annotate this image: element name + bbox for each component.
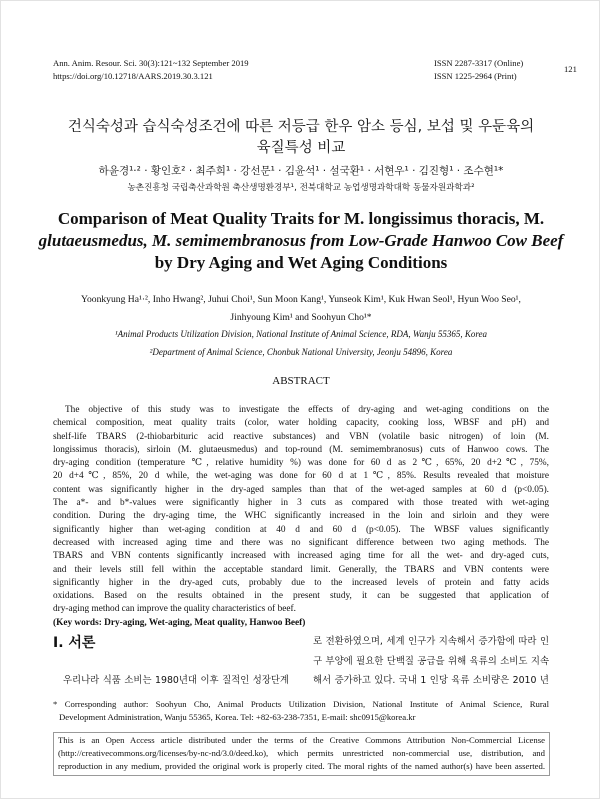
intro-line: 해서 증가하고 있다. 국내 1 인당 육류 소비량은 2010 년 (313, 675, 549, 686)
intro-line: 구 부양에 필요한 단백질 공급을 위해 육류의 소비도 지속 (313, 655, 549, 667)
issn-online: ISSN 2287-3317 (Online) (434, 58, 524, 68)
abstract-line: longissimus thoracis), sirloin (M. glutaeusmedus) and top-round (M. semimembranosus) cuts of Hanwoo cows. The (53, 444, 549, 455)
page-number: 121 (564, 64, 577, 74)
abstract-line: significantly higher in the dry-aged cuts, probably due to the increased levels of protein and fatty acids (53, 577, 549, 588)
english-affiliations (1, 326, 600, 361)
abstract-line: The objective of this study was to investigate the effects of dry-aging and wet-aging conditions on the (65, 405, 549, 415)
footnote-line: Development Administration, Wanju 55365, Korea. Tel: +82-63-238-7351, E-mail: shc0915@korea.kr (59, 712, 416, 722)
abstract-line: oxidations. Based on the results obtained in the present study, it can be suggested that application of (53, 591, 549, 602)
abstract-line: significantly higher than wet-aging condition at 40 d and 60 d (p<0.05). The WBSF values significantly (53, 524, 549, 535)
author-line: Yoonkyung Ha¹·², Inho Hwang², Juhui Choi¹, Sun Moon Kang¹, Yunseok Kim¹, Kuk Hwan Seol¹, Hyun Woo Seo¹, (81, 294, 521, 305)
abstract-heading: ABSTRACT (272, 375, 330, 387)
english-title-line: Comparison of Meat Quality Traits for M. longissimus thoracis, M. (57, 209, 545, 228)
english-title-line: glutaeusmedus, M. semimembranosus from Low-Grade Hanwoo Cow Beef (38, 231, 564, 250)
license-line: reproduction in any medium, provided the original work is properly cited. The moral rights of the named author(s) have been asserted. (58, 761, 545, 772)
english-title (1, 208, 600, 274)
intro-line: 로 전환하였으며, 세계 인구가 지속해서 증가함에 따라 인 (313, 636, 549, 647)
abstract-line: 20 d+4℃, 85%, 20 d while, the wet-aging was done for 60 d at 1℃, 85%. Results revealed that moisture (53, 471, 549, 482)
english-authors (1, 291, 600, 326)
korean-title (1, 117, 600, 159)
abstract-line: dry-aging method can improve the quality characteristics of beef. (53, 604, 296, 615)
license-box (53, 732, 550, 776)
issn-print: ISSN 1225-2964 (Print) (434, 71, 517, 81)
license-line: This is an Open Access article distributed under the terms of the Creative Commons Attribution Non-Commercial License (58, 735, 545, 745)
abstract-body (53, 404, 549, 630)
corresponding-author-footnote (53, 698, 549, 724)
abstract-line: decreased with increased aging time and there was no significant difference between two aging methods. The (53, 537, 549, 548)
affiliation-line: ¹Animal Products Utilization Division, National Institute of Animal Science, RDA, Wanju 55365, Korea (114, 329, 487, 339)
abstract-line: dry-aging condition (temperature ℃, relative humidity %) was done for 60 d as 2℃, 65%, 20 d+2℃, 75%, (53, 458, 549, 469)
abstract-line: shelf-life TBARS (2-thiobarbituric acid reactive substances) and VBN (volatile basic nitrogen) of loin (M. (53, 431, 549, 442)
intro-right-column (313, 632, 549, 691)
abstract-line: and their levels still fell within the acceptable standard limit. Generally, the TBARS and VBN contents were (53, 564, 549, 575)
abstract-line: The a*- and b*-values were significantly higher in 3 cuts as compared with those treated with wet-aging (53, 498, 549, 509)
license-line: (http://creativecommons.org/licenses/by-nc-nd/3.0/deed.ko), which permits unrestricted non-commercial use, distribution, and (58, 748, 545, 759)
journal-reference: Ann. Anim. Resour. Sci. 30(3):121~132 September 2019 (53, 58, 249, 68)
section-heading-introduction: Ⅰ. 서론 (53, 635, 96, 651)
issn-block (434, 57, 523, 83)
abstract-line: TBARS and VBN contents significantly increased with increased aging time for all the wet- and dry-aged cuts, (53, 551, 549, 562)
keywords: (Key words: Dry-aging, Wet-aging, Meat quality, Hanwoo Beef) (53, 617, 306, 628)
journal-citation (53, 57, 249, 83)
english-title-line: by Dry Aging and Wet Aging Conditions (154, 253, 448, 272)
intro-line: 우리나라 식품 소비는 1980년대 이후 질적인 성장단계 (63, 675, 289, 686)
affiliation-line: ²Department of Animal Science, Chonbuk National University, Jeonju 54896, Korea (149, 346, 453, 357)
abstract-line: chemical composition, meat quality traits (color, water holding capacity, cooking loss, WBSF and pH) and (53, 418, 549, 429)
abstract-line: condition. During the dry-aging time, the WHC significantly increased in the loin and sirloin and they were (53, 511, 549, 522)
korean-authors: 하윤경¹·² · 황인호² · 최주희¹ · 강선문¹ · 김윤석¹ · 설국환¹ · 서현우¹ · 김진형¹ · 조수현¹* (98, 165, 504, 177)
korean-affiliation: 농촌진흥청 국립축산과학원 축산생명환경부¹, 전북대학교 농업생명과학대학 동물자원과학과² (127, 183, 475, 193)
author-line: Jinhyoung Kim¹ and Soohyun Cho¹* (230, 311, 372, 323)
korean-title-line: 건식숙성과 습식숙성조건에 따른 저등급 한우 암소 등심, 보섭 및 우둔육의 (67, 119, 535, 135)
korean-title-line: 육질특성 비교 (256, 140, 346, 156)
doi-link[interactable]: https://doi.org/10.12718/AARS.2019.30.3.121 (53, 71, 213, 81)
abstract-line: content was significantly higher in the dry-aged samples than that of the wet-aged samples at 60 d (p<0.05). (53, 484, 549, 495)
intro-left-text (63, 671, 289, 691)
footnote-line: * Corresponding author: Soohyun Cho, Animal Products Utilization Division, National Institute of Animal Science, Rural (53, 699, 549, 709)
